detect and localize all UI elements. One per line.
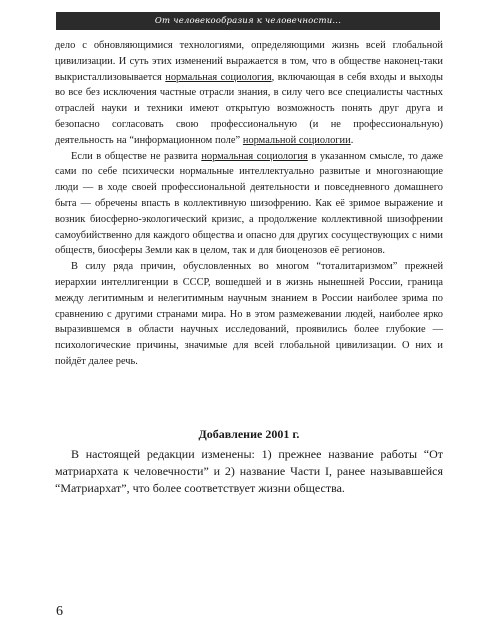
running-header (56, 12, 440, 30)
paragraph-2-text-b: в указанном смысле, то даже сами по себе психически нормальные интеллектуально развитые и многознающие люди — в ходе своей профессиональной деятельности и повседневного домашнего быта — обречены впасть в коллективную шизофрению. Как её зримое выражение и возник биосферно-экологический кризис, а продолжение коллективной шизофрении самоубийственно для каждого общества и опасно для других сосуществующих с ними обществ, биосферы Земли как в целом, так и для биоценозов её регионов. (55, 150, 443, 257)
addendum-title: Добавление 2001 г. (198, 427, 300, 441)
paragraph-1-text-a: дело с обновляющимися технологиями, определяющими жизнь всей глобальной цивилизации. И суть этих изменений выражается в том, что в обществе наконец-таки выкристаллизовывается (55, 40, 443, 83)
paragraph-2 (55, 149, 443, 260)
page-number: 6 (56, 604, 63, 619)
main-text (55, 38, 443, 370)
paragraph-1-text-b: , включающая в себя входы и выходы во все без исключения частные отрасли знания, в силу чего все специалисты частных отраслей науки и техники имеют открытую возможность понять друг друга и безопасно согласовать свою профессиональную (и не профессиональную) деятельность на “информационном поле” (55, 71, 443, 146)
paragraph-3: В силу ряда причин, обусловленных во многом “тоталитаризмом” прежней иерархии интеллигенции в СССР, вошедшей и в жизнь нынешней России, граница между легитимным и нелегитимным научным знанием в России наиболее зрима по сравнению с другими странами мира. Но в этом размежевании людей, наиболее ярко выразившемся в области научных исследований, проявились более глубокие — психологические причины, значимые для всей глобальной цивилизации. О них и пойдёт далее речь. (55, 261, 443, 367)
paragraph-2-text-a: Если в обществе не развита (71, 150, 202, 162)
normal-sociology-link-2: нормальной социологии (242, 134, 351, 146)
paragraph-1 (55, 38, 443, 149)
normal-sociology-link-1: нормальная социология (165, 71, 272, 83)
addendum-section (55, 446, 443, 497)
addendum-paragraph: В настоящей редакции изменены: 1) прежнее название работы “От матриархата к человечности” и 2) название Части I, ранее называвшейся “Матриархат”, что более соответствует жизни общества. (55, 447, 443, 495)
normal-sociology-link-3: нормальная социология (201, 150, 308, 162)
paragraph-1-text-c: . (350, 134, 354, 146)
running-title: От человекообразия к человечности... (154, 16, 342, 26)
